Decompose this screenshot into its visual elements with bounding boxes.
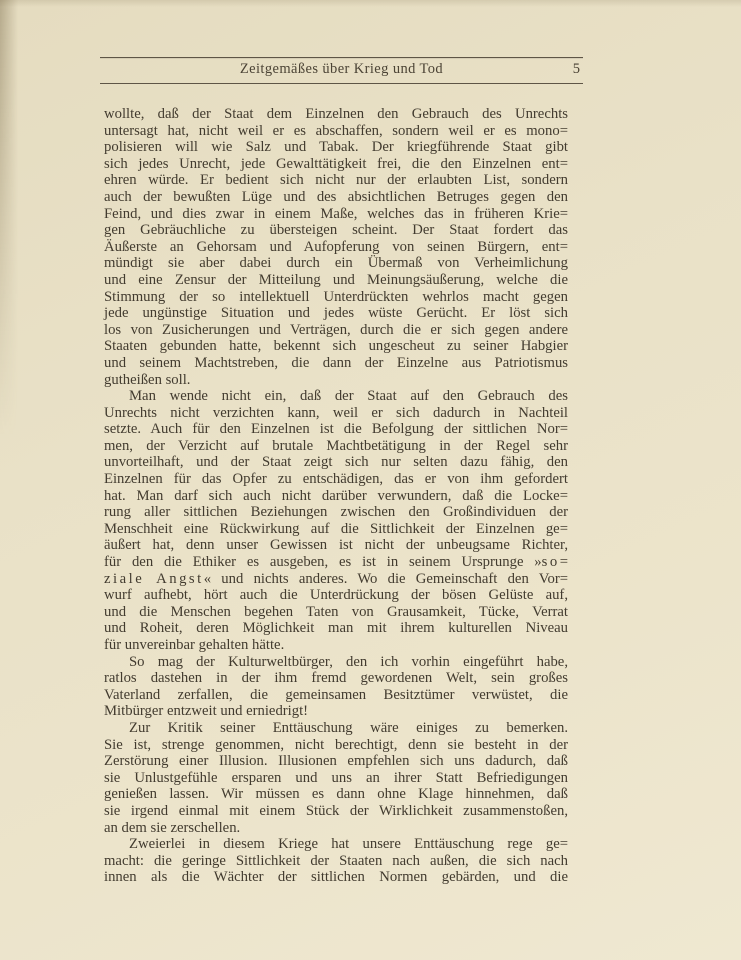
- text-line: Stimmung der so intellektuell Unterdrückten wehrlos macht gegen: [104, 288, 568, 305]
- text-line: sich jedes Unrecht, jede Gewalttätigkeit frei, die den Einzelnen ent=: [104, 155, 568, 172]
- header-rule-bottom: [100, 83, 583, 84]
- text-line: gen Gebräuchliche zu übersteigen scheint. Der Staat fordert das: [104, 222, 568, 239]
- text-line: ratlos dastehen in der ihm fremd gewordenen Welt, sein großes: [104, 670, 568, 687]
- text-line: Zur Kritik seiner Enttäuschung wäre einiges zu bemerken.: [129, 719, 568, 736]
- text-line: Unrechts nicht verzichten kann, weil er sich dadurch in Nachteil: [104, 404, 568, 421]
- text-line: Zerstörung einer Illusion. Illusionen empfehlen sich uns dadurch, daß: [104, 753, 568, 770]
- text-line: Sie ist, strenge genommen, nicht berechtigt, denn sie besteht in der: [104, 736, 568, 753]
- text-line: an dem sie zerschellen.: [104, 819, 241, 836]
- text-line: wurf aufhebt, hört auch die Unterdrückung der bösen Gelüste auf,: [104, 587, 568, 604]
- text-line: sie irgend einmal mit einem Stück der Wirklichkeit zusammenstoßen,: [104, 802, 568, 819]
- text-line: Einzelnen für das Opfer zu entschädigen, das er von ihm gefordert: [104, 471, 568, 488]
- text-line: los von Zusicherungen und Verträgen, durch die er sich gegen andere: [104, 321, 568, 338]
- text-line: gutheißen soll.: [104, 371, 191, 388]
- text-line: äußert hat, denn unser Gewissen ist nicht der unbeugsame Richter,: [104, 537, 568, 554]
- text-line: untersagt hat, nicht weil er es abschaffen, sondern weil er es mono=: [104, 122, 568, 139]
- paragraph: [104, 720, 568, 836]
- text-line: rung aller sittlichen Beziehungen zwischen den Großindividuen der: [104, 504, 568, 521]
- text-line: setzte. Auch für den Einzelnen ist die Befolgung der sittlichen Nor=: [104, 421, 568, 438]
- text-line: wollte, daß der Staat dem Einzelnen den Gebrauch des Unrechts: [104, 106, 568, 122]
- text-line: und eine Zensur der Mitteilung und Meinungsäußerung, welche die: [104, 271, 568, 288]
- text-line: und die Menschen begehen Taten von Grausamkeit, Tücke, Verrat: [104, 603, 568, 620]
- text-line: für unvereinbar gehalten hätte.: [104, 637, 285, 653]
- text-line: unvorteilhaft, und der Staat zeigt sich nur selten dazu fähig, den: [104, 454, 568, 471]
- text-line: innen als die Wächter der sittlichen Normen gebärden, und die: [104, 869, 568, 886]
- header-rule-top: [100, 57, 583, 58]
- text-block: [104, 106, 568, 886]
- page-number: 5: [572, 61, 580, 77]
- running-head: [100, 61, 583, 81]
- letterspaced-text: ziale Angst: [104, 570, 204, 587]
- gutter-shadow: [0, 0, 18, 440]
- text-line: auch der bewußten Lüge und des absichtlichen Betruges gegen den: [104, 188, 568, 205]
- text-line: Staaten gebunden hatte, bekennt sich ungescheut zu seiner Habgier: [104, 338, 568, 355]
- text-line: Vaterland zerfallen, die gemeinsamen Besitztümer verwüstet, die: [104, 686, 568, 703]
- paragraph: [104, 388, 568, 654]
- text-line: und seinem Machtstreben, die dann der Einzelne aus Patriotismus: [104, 354, 568, 371]
- text-line: [104, 571, 568, 588]
- text-line: So mag der Kulturweltbürger, den ich vorhin eingeführt habe,: [129, 653, 568, 670]
- text-line: genießen lassen. Wir müssen es dann ohne Klage hinnehmen, daß: [104, 786, 568, 803]
- text-line: Man wende nicht ein, daß der Staat auf den Gebrauch des: [129, 388, 568, 405]
- page-top-shade: [0, 0, 741, 7]
- text-line: Äußerste an Gehorsam und Aufopferung von seinen Bürgern, ent=: [104, 238, 568, 255]
- text-line: ehren würde. Er bedient sich nicht nur der erlaubten List, sondern: [104, 172, 568, 189]
- text-line: [104, 554, 568, 571]
- text-line: sie Unlustgefühle ersparen und uns an ihrer Statt Befriedigungen: [104, 769, 568, 786]
- text-line: und Roheit, deren Möglichkeit man mit ihrem kulturellen Niveau: [104, 620, 568, 637]
- text-run: « und nichts anderes. Wo die Gemeinschaft den Vor=: [203, 570, 568, 587]
- paragraph: [104, 106, 568, 388]
- text-line: mündigt sie aber dabei durch ein Übermaß von Verheimlichung: [104, 255, 568, 272]
- paragraph: [104, 836, 568, 886]
- text-line: men, der Verzicht auf brutale Machtbetätigung in der Regel sehr: [104, 437, 568, 454]
- text-run: =: [559, 554, 568, 571]
- text-line: hat. Man darf sich auch nicht darüber verwundern, daß die Locke=: [104, 487, 568, 504]
- text-line: Menschheit eine Rückwirkung auf die Sittlichkeit der Einzelnen ge=: [104, 520, 568, 537]
- running-title: Zeitgemäßes über Krieg und Tod: [239, 61, 444, 77]
- text-line: jede ungünstige Situation und jedes wüste Gerücht. Er löst sich: [104, 305, 568, 322]
- text-line: Zweierlei in diesem Kriege hat unsere Enttäuschung rege ge=: [129, 836, 568, 853]
- text-line: polisieren will wie Salz und Tabak. Der kriegführende Staat gibt: [104, 139, 568, 156]
- letterspaced-text: so: [541, 554, 560, 571]
- text-line: macht: die geringe Sittlichkeit der Staaten nach außen, die sich nach: [104, 852, 568, 869]
- paragraph: [104, 654, 568, 720]
- text-line: Feind, und dies zwar in einem Maße, welches das in früheren Krie=: [104, 205, 568, 222]
- text-run: für den die Ethiker es ausgeben, es ist in seinem Ursprunge »: [104, 554, 542, 571]
- text-line: Mitbürger entzweit und erniedrigt!: [104, 703, 309, 720]
